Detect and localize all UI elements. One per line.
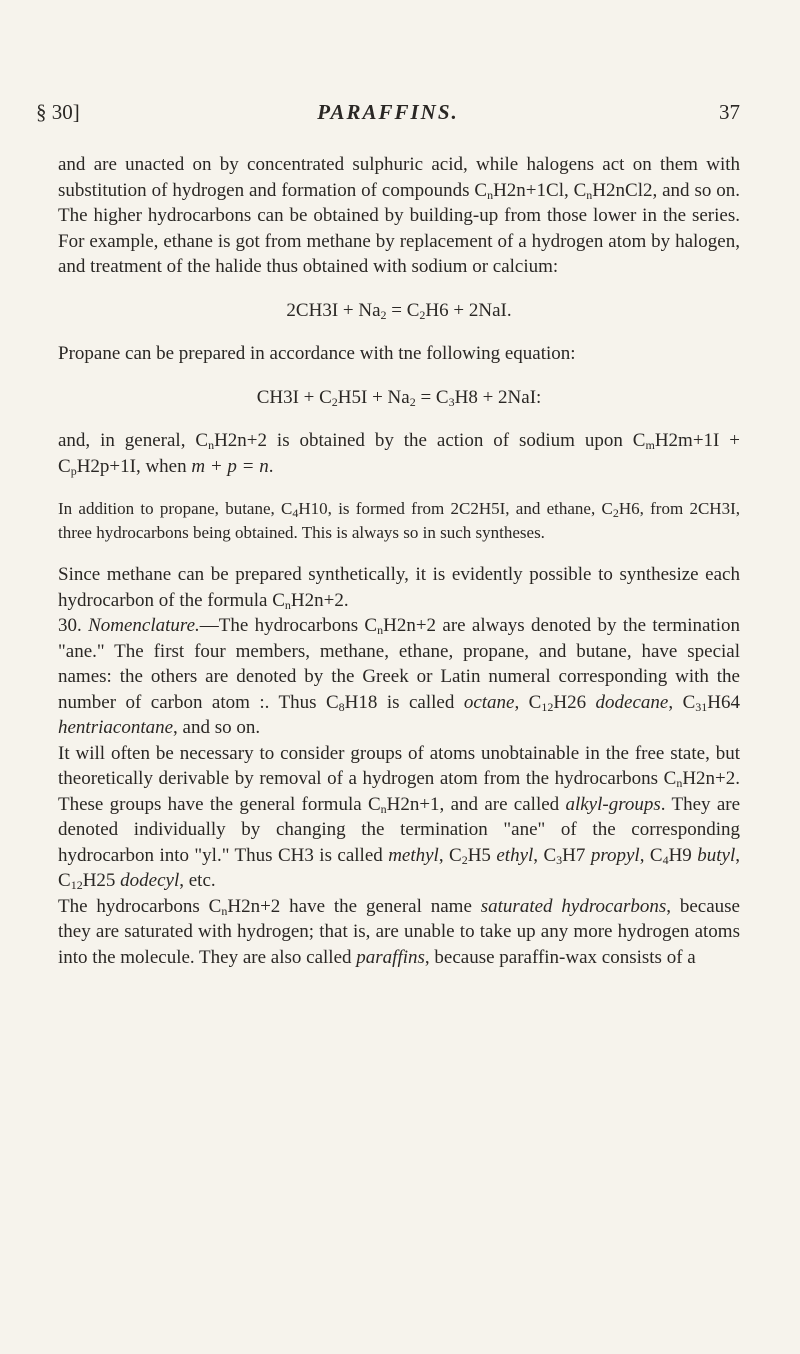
footnote-style-paragraph: In addition to propane, butane, $C_4H10$, is formed from 2C2H5I, and ethane, $C_2H6$, from 2CH3I, three hydrocarbons being obtained. This is always so in such syntheses. <box>58 499 740 542</box>
equation-propane-synthesis: $CH3I + C_2H5I + Na_2 = C_3H8 + 2NaI$: <box>256 386 542 409</box>
section-marker: § 30] <box>36 100 80 124</box>
paragraph-4: Since methane can be prepared synthetically, it is evidently possible to synthesize each hydrocarbon of the formula $C_nH2n+2$. <box>58 564 740 612</box>
paragraph-3: and, in general, $C_nH2n+2$ is obtained by the action of sodium upon $C_mH2m+1I + C_pH2p+1I$, when m + p = n. <box>58 430 741 478</box>
paragraph-saturated: The hydrocarbons $C_nH2n+2$ have the general name saturated hydrocarbons, because they are saturated with hydrogen; that is, are unable to take up any more hydrogen atoms into the molecule. They are also called paraffins, because paraffin-wax consists of a <box>58 895 740 968</box>
page-number: 37 <box>719 100 740 124</box>
paragraph-nomenclature: 30. Nomenclature.—The hydrocarbons $C_nH2n+2$ are always denoted by the termination "ane." The first four members, methane, ethane, propane, and butane, have special names: the others are denoted by the Greek or Latin numeral corresponding with the number of carbon atom :. Thus $C_8H18$ is called octane, $C_{12}H26$ dodecane, $C_{31}H64$ hentriacontane, and so on. <box>58 615 740 738</box>
running-head <box>36 100 740 130</box>
equation-ethane-synthesis: $2CH3I + Na_2 = C_2H6 + 2NaI$. <box>286 299 512 322</box>
paragraph-1: and are unacted on by concentrated sulphuric acid, while halogens act on them with substitution of hydrogen and formation of compounds $C_nH2n+1Cl$, $C_nH2nCl2$, and so on. The higher hydrocarbons can be obtained by building-up from those lower in the series. For example, ethane is got from methane by replacement of a hydrogen atom by halogen, and treatment of the halide thus obtained with sodium or calcium: <box>58 154 741 277</box>
paragraph-alkyl-groups: It will often be necessary to consider groups of atoms unobtainable in the free state, but theoretically derivable by removal of a hydrogen atom from the hydrocarbons $C_nH2n+2$. These groups have the general formula $C_nH2n+1$, and are called alkyl-groups. They are denoted individually by changing the termination "ane" of the corresponding hydrocarbon into "yl." Thus CH3 is called methyl, $C_2H5$ ethyl, $C_3H7$ propyl, $C_4H9$ butyl, $C_{12}H25$ dodecyl, etc. <box>58 742 741 892</box>
chapter-title: PARAFFINS. <box>317 100 459 124</box>
body-text <box>58 152 740 970</box>
paragraph-2: Propane can be prepared in accordance with tne following equation: <box>58 343 576 364</box>
